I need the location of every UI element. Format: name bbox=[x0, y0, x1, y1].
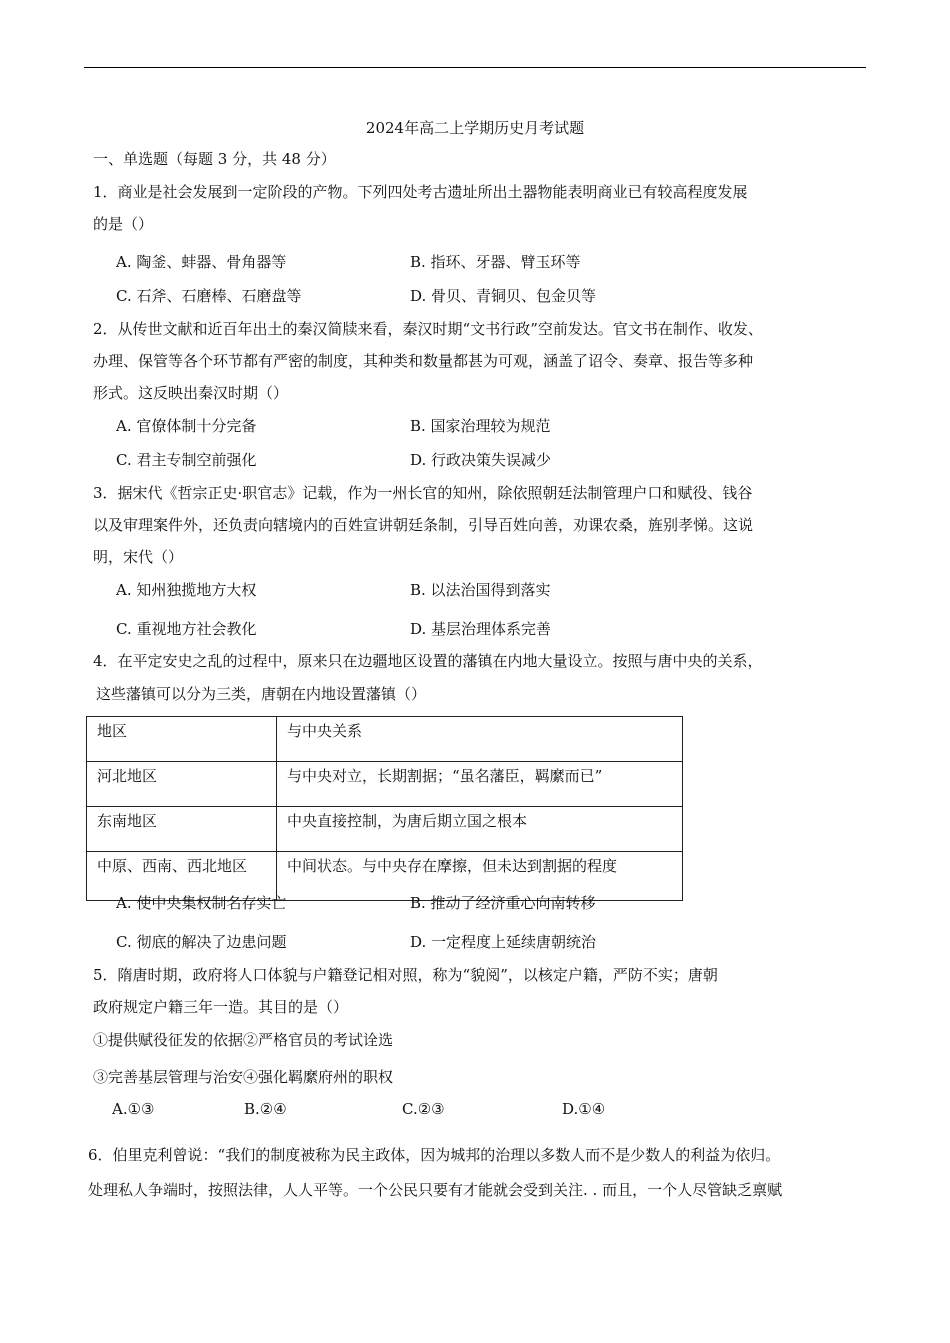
table-cell: 与中央对立，长期割据；“虽名藩臣，羁縻而已” bbox=[277, 762, 683, 807]
q5-statement-1: ①提供赋役征发的依据②严格官员的考试诠选 bbox=[93, 1031, 394, 1049]
q3-line-2: 以及审理案件外，还负责向辖境内的百姓宣讲朝廷条制，引导百姓向善，劝课农桑，旌别孝悌。这说 bbox=[93, 516, 754, 534]
q5-line-2: 政府规定户籍三年一造。其目的是（） bbox=[93, 998, 349, 1016]
q2-line-3: 形式。这反映出秦汉时期（） bbox=[93, 384, 289, 402]
table-cell: 中原、西南、西北地区 bbox=[87, 852, 277, 901]
table-cell: 东南地区 bbox=[87, 807, 277, 852]
q2-line-2: 办理、保管等各个环节都有严密的制度，其种类和数量都甚为可观，涵盖了诏令、奏章、报告等多种 bbox=[93, 352, 754, 370]
table-header-row bbox=[87, 717, 683, 762]
q5-option-d: D.①④ bbox=[562, 1100, 606, 1118]
q4-option-d: D. 一定程度上延续唐朝统治 bbox=[410, 933, 597, 951]
q1-option-b: B. 指环、牙器、臂玉环等 bbox=[410, 253, 581, 271]
q6-line-2: 处理私人争端时，按照法律，人人平等。一个公民只要有才能就会受到关注. . 而且，一个人尽管缺乏禀赋 bbox=[88, 1181, 783, 1199]
table-cell: 地区 bbox=[87, 717, 277, 762]
table-row bbox=[87, 762, 683, 807]
q3-option-b: B. 以法治国得到落实 bbox=[410, 581, 551, 599]
q6-line-1: 6．伯里克利曾说：“我们的制度被称为民主政体，因为城邦的治理以多数人而不是少数人的利益为依归。 bbox=[88, 1146, 781, 1164]
q2-option-b: B. 国家治理较为规范 bbox=[410, 417, 551, 435]
q3-option-a: A. 知州独揽地方大权 bbox=[116, 581, 257, 599]
q5-option-c: C.②③ bbox=[402, 1100, 445, 1118]
q3-option-c: C. 重视地方社会教化 bbox=[116, 620, 257, 638]
q1-line-1: 1．商业是社会发展到一定阶段的产物。下列四处考古遗址所出土器物能表明商业已有较高程度发展 bbox=[93, 183, 748, 201]
q2-line-1: 2．从传世文献和近百年出土的秦汉简牍来看，秦汉时期“文书行政”空前发达。官文书在制作、收发、 bbox=[93, 320, 763, 338]
table-cell: 中间状态。与中央存在摩擦，但未达到割据的程度 bbox=[277, 852, 683, 901]
q5-statement-2: ③完善基层管理与治安④强化羁縻府州的职权 bbox=[93, 1068, 394, 1086]
q1-option-d: D. 骨贝、青铜贝、包金贝等 bbox=[410, 287, 597, 305]
q3-line-3: 明，宋代（） bbox=[93, 548, 184, 566]
q2-option-c: C. 君主专制空前强化 bbox=[116, 451, 257, 469]
fanzhen-table bbox=[86, 716, 683, 901]
q4-option-a: A. 使中央集权制名存实亡 bbox=[116, 894, 287, 912]
q1-line-2: 的是（） bbox=[93, 215, 154, 233]
table-cell: 与中央关系 bbox=[277, 717, 683, 762]
q3-option-d: D. 基层治理体系完善 bbox=[410, 620, 552, 638]
q4-option-c: C. 彻底的解决了边患问题 bbox=[116, 933, 287, 951]
q2-option-a: A. 官僚体制十分完备 bbox=[116, 417, 257, 435]
q3-line-1: 3．据宋代《哲宗正史·职官志》记载，作为一州长官的知州，除依照朝廷法制管理户口和赋役、钱谷 bbox=[93, 484, 753, 502]
section-heading: 一、单选题（每题 3 分，共 48 分） bbox=[93, 150, 336, 168]
q1-option-c: C. 石斧、石磨棒、石磨盘等 bbox=[116, 287, 302, 305]
q2-option-d: D. 行政决策失误减少 bbox=[410, 451, 552, 469]
exam-title: 2024年高二上学期历史月考试题 bbox=[365, 119, 585, 137]
q4-option-b: B. 推动了经济重心向南转移 bbox=[410, 894, 596, 912]
q4-line-1: 4．在平定安史之乱的过程中，原来只在边疆地区设置的藩镇在内地大量设立。按照与唐中央的关系， bbox=[93, 652, 763, 670]
q5-option-b: B.②④ bbox=[244, 1100, 287, 1118]
header-rule bbox=[84, 67, 866, 68]
table-cell: 河北地区 bbox=[87, 762, 277, 807]
q4-line-2: 这些藩镇可以分为三类，唐朝在内地设置藩镇（） bbox=[96, 685, 427, 703]
q5-option-a: A.①③ bbox=[112, 1100, 155, 1118]
q1-option-a: A. 陶釜、蚌器、骨角器等 bbox=[116, 253, 287, 271]
q5-line-1: 5．隋唐时期，政府将人口体貌与户籍登记相对照，称为“貌阅”，以核定户籍，严防不实；唐朝 bbox=[93, 966, 718, 984]
table-cell: 中央直接控制，为唐后期立国之根本 bbox=[277, 807, 683, 852]
table-row bbox=[87, 807, 683, 852]
